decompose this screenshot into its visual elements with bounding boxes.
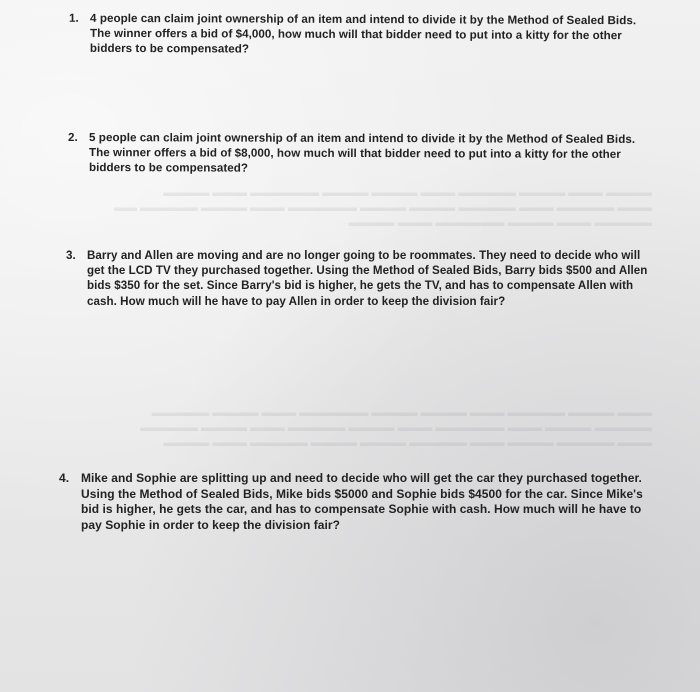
question-1 [69, 11, 644, 59]
question-text: 5 people can claim joint ownership of an item and intend to divide it by the Method of Sealed Bids. The winner offers a bid of $8,000, how much will that bidder need to put into a kitty for the other bidders to be compensated? [88, 131, 636, 176]
question-number: 3. [66, 249, 76, 262]
question-number: 1. [69, 11, 79, 25]
question-text: Barry and Allen are moving and are no longer going to be roommates. They need to decide who will get the LCD TV they purchased together. Using the Method of Sealed Bids, Barry bids $500 and Allen bids $350 for the set. Since Barry's bid is higher, he gets the TV, and has to compensate Allen with cash. How much will he have to pay Allen in order to keep the division fair? [87, 249, 648, 308]
bleed-through-texture: ▬▬▬▬ ▬▬▬ ▬▬▬▬ ▬▬▬▬▬ ▬▬▬ ▬▬▬▬ ▬▬▬▬ ▬▬▬▬▬▬ ▬▬▬ ▬▬▬▬ ▬▬▬ ▬▬▬▬▬ ▬▬▬ ▬▬▬▬▬ ▬▬▬▬ ▬▬▬▬ ▬▬▬▬▬▬ ▬▬▬ ▬▬▬▬ ▬▬▬▬▬ ▬▬ ▬▬▬▬▬ ▬▬▬ ▬▬▬▬ ▬▬▬▬▬▬ ▬▬▬ ▬▬▬▬ [114, 187, 652, 229]
question-4 [59, 471, 661, 533]
question-3 [66, 248, 658, 309]
question-text: Mike and Sophie are splitting up and need to decide who will get the car they purchased together. Using the Method of Sealed Bids, Mike bids $5000 and Sophie bids $4500 for the car. Since Mike's bid is higher, he gets the car, and has to compensate Sophie with cash. How much will he have to pay Sophie in order to keep the division fair? [81, 471, 643, 532]
question-number: 2. [68, 130, 78, 145]
question-text: 4 people can claim joint ownership of an item and intend to divide it by the Method of Sealed Bids. The winner offers a bid of $4,000, how much will that bidder need to put into a kitty for the other bidders to be compensated? [89, 11, 637, 56]
question-2 [68, 130, 648, 178]
question-number: 4. [59, 471, 70, 485]
bleed-through-texture: ▬▬▬ ▬▬▬▬ ▬▬▬▬▬ ▬▬▬ ▬▬▬▬ ▬▬▬▬ ▬▬▬▬▬▬ ▬▬▬ ▬▬▬▬ ▬▬▬▬▬ ▬▬▬▬▬ ▬▬▬▬ ▬▬▬ ▬▬▬▬▬▬ ▬▬▬ ▬▬▬▬ ▬▬▬▬▬ ▬▬▬ ▬▬▬▬ ▬▬▬▬▬ ▬▬▬ ▬▬▬▬▬ ▬▬▬▬ ▬▬▬ ▬▬▬▬▬ ▬▬▬▬ ▬▬▬▬ ▬▬▬▬▬ ▬▬▬ ▬▬▬▬ [140, 407, 652, 449]
